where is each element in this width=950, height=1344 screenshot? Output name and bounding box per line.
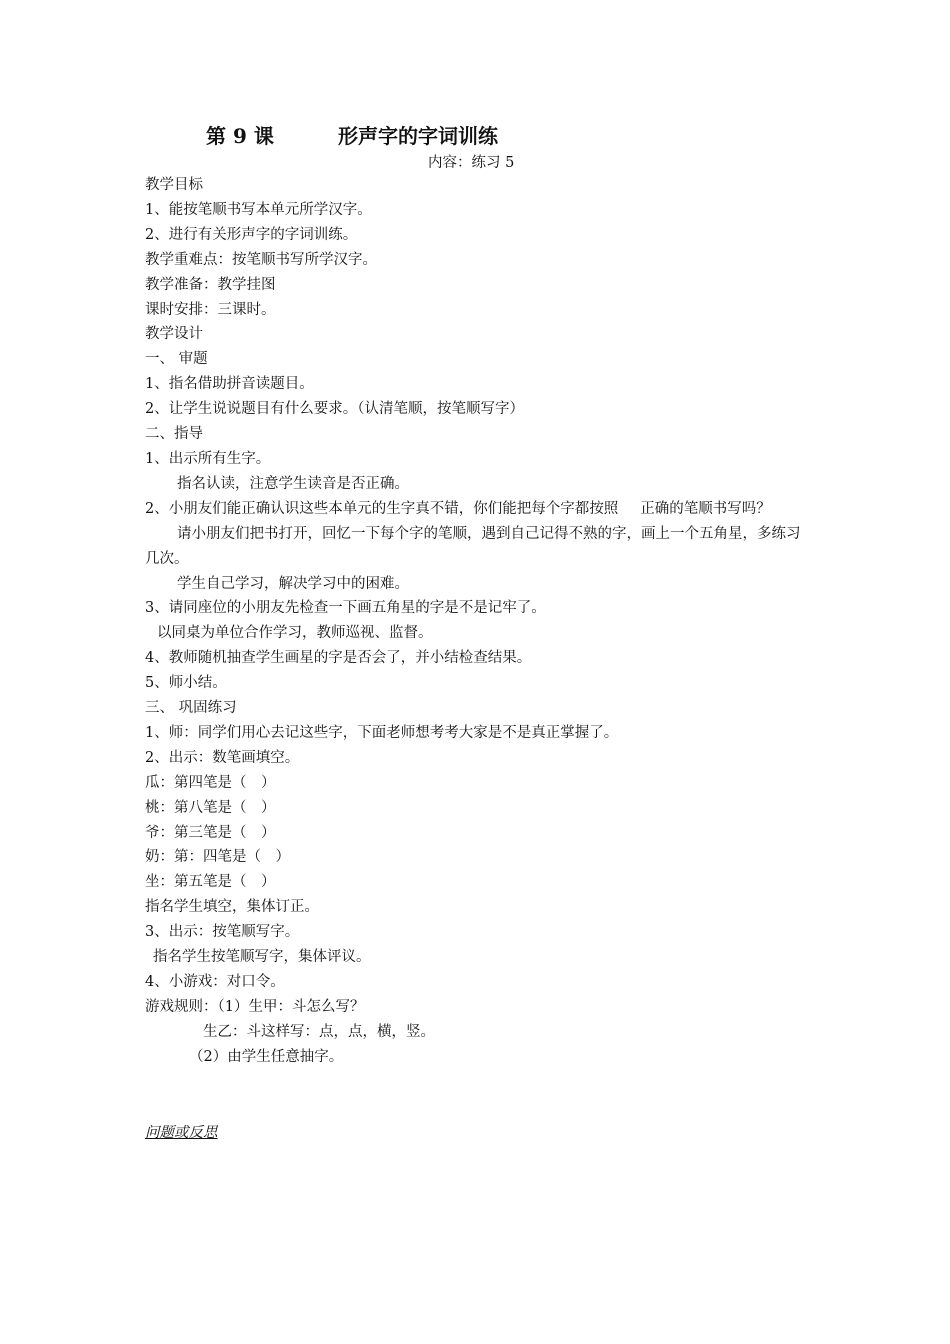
list-item: 5、师小结。 xyxy=(145,675,227,692)
schedule-line: 课时安排：三课时。 xyxy=(145,301,276,318)
indented-line: 以同桌为单位合作学习，教师巡视、监督。 xyxy=(157,625,433,642)
exercise-line: 坐：第五笔是（ ） xyxy=(145,874,276,891)
section-heading: 教学设计 xyxy=(145,326,203,343)
list-item: 1、师：同学们用心去记这些字，下面老师想考考大家是不是真正掌握了。 xyxy=(145,724,619,741)
list-item: 1、能按笔顺书写本单元所学汉字。 xyxy=(145,201,372,218)
indented-line: 生乙：斗这样写：点，点，横，竖。 xyxy=(203,1023,435,1040)
section-heading: 教学目标 xyxy=(145,177,203,193)
list-item: 4、小游戏：对口令。 xyxy=(145,974,285,990)
list-item: 2、出示：数笔画填空。 xyxy=(145,749,300,766)
page-title xyxy=(206,121,498,151)
section-heading: 三、 巩固练习 xyxy=(145,700,237,717)
list-item: 2、进行有关形声字的字词训练。 xyxy=(145,226,358,243)
indented-line: 指名认读，注意学生读音是否正确。 xyxy=(177,475,409,492)
text-segment: 正确的笔顺书写吗？ xyxy=(640,500,771,517)
indented-line: 指名学生按笔顺写字，集体评议。 xyxy=(153,949,371,966)
list-item: 4、教师随机抽查学生画星的字是否会了，并小结检查结果。 xyxy=(145,650,532,667)
list-item: 2、让学生说说题目有什么要求。（认清笔顺，按笔顺写字） xyxy=(145,401,524,418)
section-heading: 二、指导 xyxy=(145,426,203,443)
list-item: 1、指名借助拼音读题目。 xyxy=(145,376,314,393)
section-heading: 一、 审题 xyxy=(145,351,208,368)
lesson-topic: 形声字的字词训练 xyxy=(338,124,498,148)
lesson-body xyxy=(145,173,811,1070)
preparation-line: 教学准备：教学挂图 xyxy=(145,276,276,293)
list-item: 1、出示所有生字。 xyxy=(145,450,271,467)
list-item: 3、出示：按笔顺写字。 xyxy=(145,924,300,941)
reflection-heading: 问题或反思 xyxy=(145,1125,218,1141)
indented-line: 学生自己学习，解决学习中的困难。 xyxy=(177,575,409,592)
exercise-line: 瓜：第四笔是（ ） xyxy=(145,774,276,791)
instruction-line: 指名学生填空，集体订正。 xyxy=(145,899,319,916)
list-item: 3、请同座位的小朋友先检查一下画五角星的字是不是记牢了。 xyxy=(145,600,546,617)
list-item xyxy=(145,497,811,522)
indented-paragraph: 请小朋友们把书打开，回忆一下每个字的笔顺，遇到自己记得不熟的字，画上一个五角星，多练习几次。 xyxy=(145,525,801,567)
exercise-line: 奶：第：四笔是（ ） xyxy=(145,849,290,866)
lesson-content-label: 内容：练习 5 xyxy=(428,155,515,171)
indented-line: （2）由学生任意抽字。 xyxy=(189,1048,344,1065)
text-segment: 2、小朋友们能正确认识这些本单元的生字真不错，你们能把每个字都按照 xyxy=(145,500,619,517)
lesson-number: 第 9 课 xyxy=(206,124,274,148)
game-rules-line: 游戏规则：（1）生甲：斗怎么写？ xyxy=(145,998,365,1015)
exercise-line: 爷：第三笔是（ ） xyxy=(145,824,276,841)
exercise-line: 桃：第八笔是（ ） xyxy=(145,799,276,816)
key-points-line: 教学重难点：按笔顺书写所学汉字。 xyxy=(145,251,377,268)
